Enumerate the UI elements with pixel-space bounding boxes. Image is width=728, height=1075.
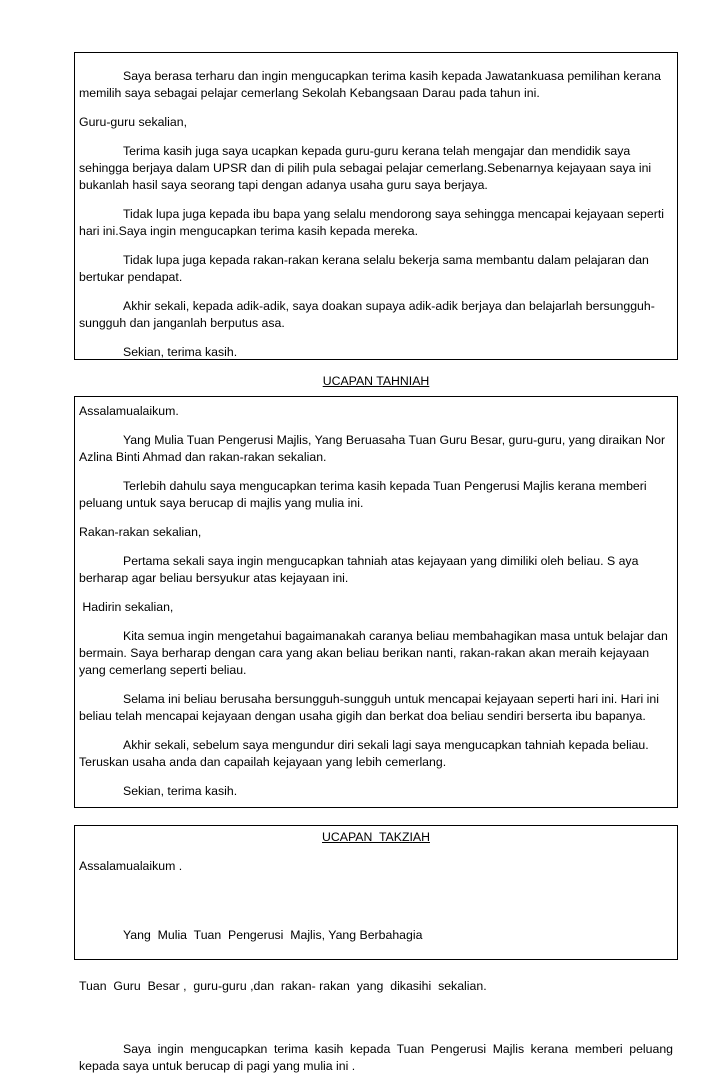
paragraph-salutation-teachers: Guru-guru sekalian, xyxy=(79,115,187,129)
paragraph-greeting: Assalamualaikum. xyxy=(79,404,179,418)
paragraph-closing: Sekian, terima kasih. xyxy=(123,345,238,359)
paragraph-final-congrats: Akhir sekali, sebelum saya mengundur diri sekali lagi saya mengucapkan tahniah kepada beliau. Teruskan usaha anda dan capailah kejayaan yang lebih cemerlang. xyxy=(79,738,649,769)
paragraph-thanks-chair: Terlebih dahulu saya mengucapkan terima kasih kepada Tuan Pengerusi Majlis kerana memberi peluang untuk saya berucap di majlis yang mulia ini. xyxy=(79,479,647,510)
section-title-takziah: UCAPAN TAKZIAH xyxy=(322,830,430,844)
paragraph-congratulations: Pertama sekali saya ingin mengucapkan tahniah atas kejayaan yang dimiliki oleh beliau. S aya berharap agar beliau bersyukur atas kejayaan ini. xyxy=(79,554,639,585)
speech-box-takziah xyxy=(74,825,678,1073)
paragraph-salutation-friends: Rakan-rakan sekalian, xyxy=(79,525,202,539)
paragraph-salutation-audience: Hadirin sekalian, xyxy=(79,600,174,614)
paragraph-thanks-chair: Saya ingin mengucapkan terima kasih kepada Tuan Pengerusi Majlis kerana memberi peluang kepada saya untuk berucap di pagi yang mulia ini . xyxy=(79,1042,673,1073)
address-line-1: Yang Mulia Tuan Pengerusi Majlis, Yang Berbahagia xyxy=(123,928,423,942)
section-title-tahniah: UCAPAN TAHNIAH xyxy=(322,374,430,388)
paragraph-thanks-friends: Tidak lupa juga kepada rakan-rakan kerana selalu bekerja sama membantu dalam pelajaran dan bertukar pendapat. xyxy=(79,253,649,284)
paragraph-advice-juniors: Akhir sekali, kepada adik-adik, saya doakan supaya adik-adik berjaya dan belajarlah bersungguh-sungguh dan janganlah berputus asa. xyxy=(79,299,655,330)
paragraph-address: Yang Mulia Tuan Pengerusi Majlis, Yang Beruasaha Tuan Guru Besar, guru-guru, yang diraikan Nor Azlina Binti Ahmad dan rakan-rakan sekalian. xyxy=(79,433,666,464)
paragraph-effort: Selama ini beliau berusaha bersungguh-sungguh untuk mencapai kejayaan seperti hari ini. Hari ini beliau telah mencapai kejayaan dengan usaha gigih dan berkat doa beliau sendiri berserta ibu bapanya. xyxy=(79,692,659,723)
paragraph-thanks-parents: Tidak lupa juga kepada ibu bapa yang selalu mendorong saya sehingga mencapai kejayaan seperti hari ini.Saya ingin mengucapkan terima kasih kepada mereka. xyxy=(79,207,664,238)
paragraph-thanks-teachers: Terima kasih juga saya ucapkan kepada guru-guru kerana telah mengajar dan mendidik saya sehingga berjaya dalam UPSR dan di pilih pula sebagai pelajar cemerlang.Sebenarnya kejayaan saya ini bukanlah hasil saya seorang tapi dengan adanya usaha guru saya berjaya. xyxy=(79,144,652,192)
speech-box-thanks xyxy=(74,52,678,360)
paragraph-time-management: Kita semua ingin mengetahui bagaimanakah caranya beliau membahagikan masa untuk belajar dan bermain. Saya berharap dengan cara yang akan beliau berikan nanti, rakan-rakan akan meraih kejayaan yang cemerlang seperti beliau. xyxy=(79,629,668,677)
paragraph-greeting: Assalamualaikum . xyxy=(79,859,183,873)
speech-box-tahniah xyxy=(74,396,678,808)
paragraph-closing: Sekian, terima kasih. xyxy=(123,784,238,798)
paragraph-intro: Saya berasa terharu dan ingin mengucapkan terima kasih kepada Jawatankuasa pemilihan kerana memilih saya sebagai pelajar cemerlang Sekolah Kebangsaan Darau pada tahun ini. xyxy=(79,69,661,100)
address-line-2: Tuan Guru Besar , guru-guru ,dan rakan- rakan yang dikasihi sekalian. xyxy=(79,979,487,993)
